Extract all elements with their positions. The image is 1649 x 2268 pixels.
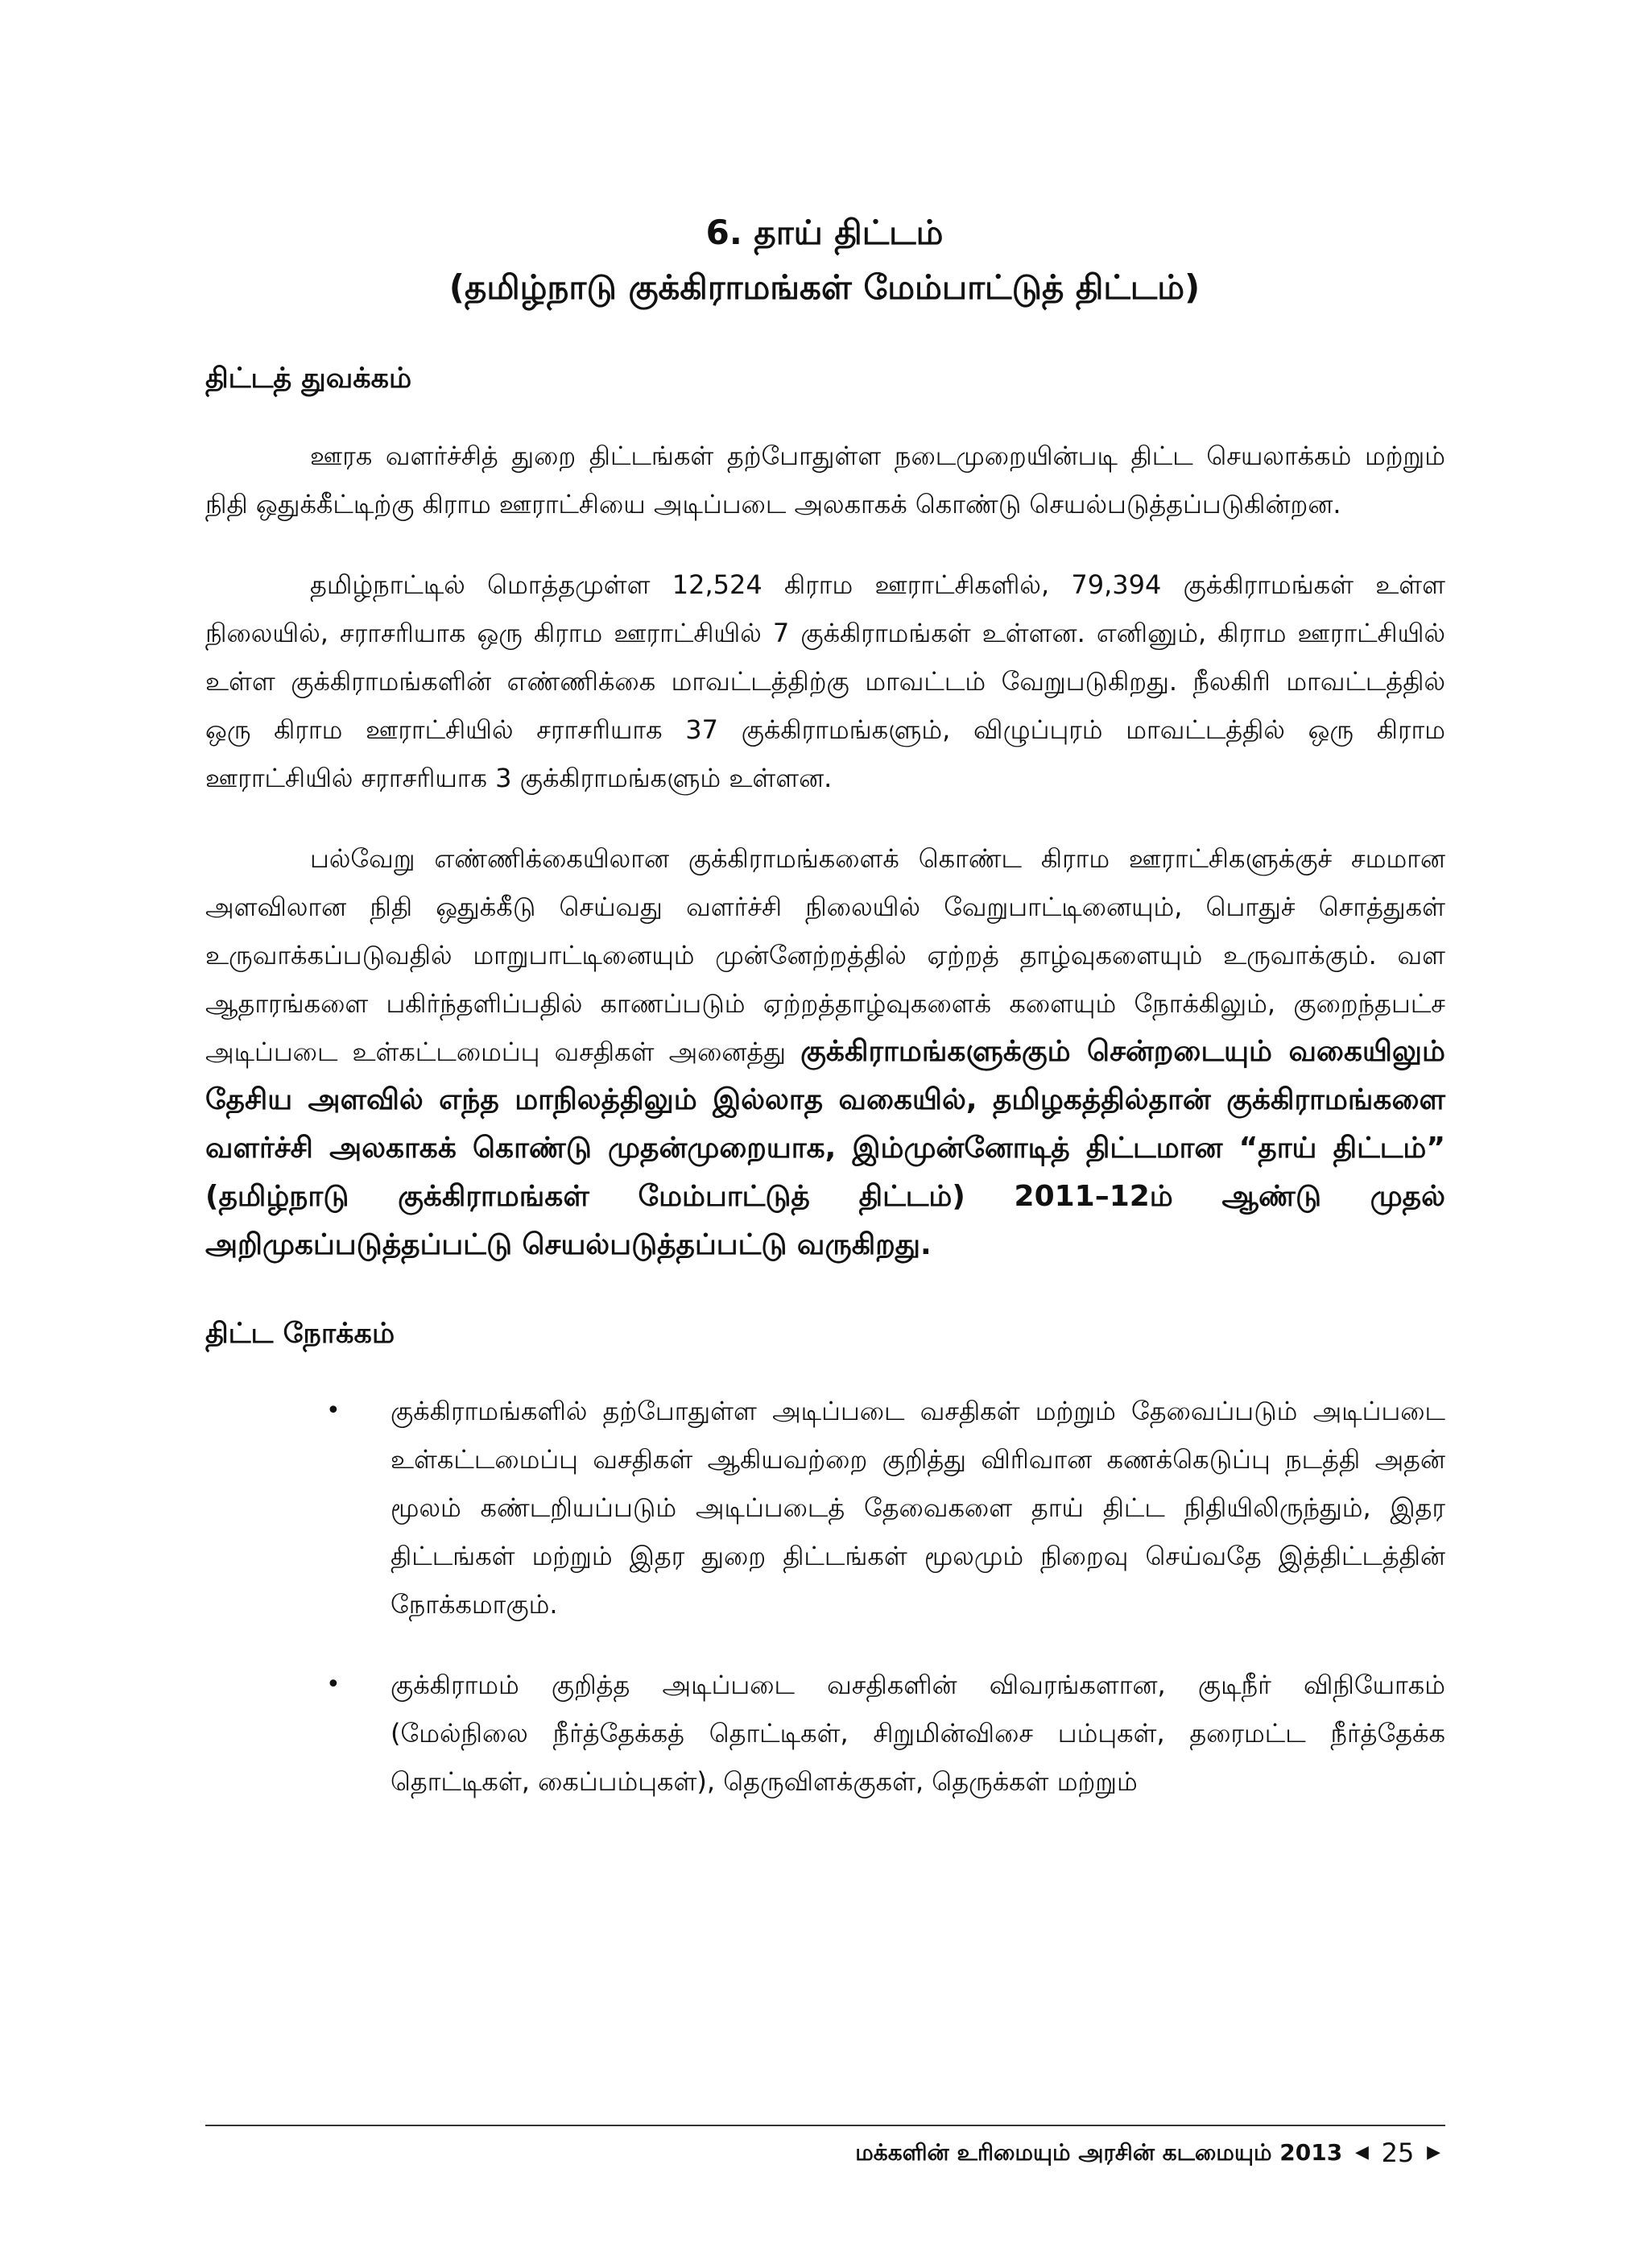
right-arrow-icon: ▶ [1427, 2142, 1440, 2162]
page-footer [205, 2134, 1445, 2171]
list-item [205, 1387, 1445, 1629]
list-item [205, 1661, 1445, 1806]
bullet-icon: • [326, 1397, 341, 1425]
section-heading-objective: திட்ட நோக்கம் [205, 1318, 395, 1350]
page-title [0, 205, 1649, 315]
left-arrow-icon: ◀ [1354, 2142, 1369, 2162]
bullet-icon: • [326, 1670, 341, 1699]
footer-divider [205, 2125, 1445, 2126]
paragraph-statistics: தமிழ்நாட்டில் மொத்தமுள்ள 12,524 கிராம ஊராட்சிகளில், 79,394 குக்கிராமங்கள் உள்ள நிலையில், சராசரியாக ஒரு கிராம ஊராட்சியில் 7 குக்கிராமங்கள் உள்ளன. எனினும், கிராம ஊராட்சியில் உள்ள குக்கிராமங்களின் எண்ணிக்கை மாவட்டத்திற்கு மாவட்டம் வேறுபடுகிறது. நீலகிரி மாவட்டத்தில் ஒரு கிராம ஊராட்சியில் சராசரியாக 37 குக்கிராமங்களும், விழுப்புரம் மாவட்டத்தில் ஒரு கிராம ஊராட்சியில் சராசரியாக 3 குக்கிராமங்களும் உள்ளன. [205, 569, 1445, 793]
title-line-2: (தமிழ்நாடு குக்கிராமங்கள் மேம்பாட்டுத் திட்டம்) [448, 267, 1201, 307]
paragraph-background-normal: பல்வேறு எண்ணிக்கையிலான குக்கிராமங்களைக் கொண்ட கிராம ஊராட்சிகளுக்குச் சமமான அளவிலான நிதி ஒதுக்கீடு செய்வது வளர்ச்சி நிலையில் வேறுபாட்டினையும், பொதுச் சொத்துகள் உருவாக்கப்படுவதில் மாறுபாட்டினையும் முன்னேற்றத்தில் ஏற்றத் தாழ்வுகளையும் உருவாக்கும். வள ஆதாரங்களை பகிர்ந்தளிப்பதில் காணப்படும் ஏற்றத்தாழ்வுகளைக் களையும் நோக்கிலும், குறைந்தபட்ச அடிப்படை உள்கட்டமைப்பு வசதிகள் அனைத்து [205, 843, 1445, 1067]
list-item-text: குக்கிராமம் குறித்த அடிப்படை வசதிகளின் விவரங்களான, குடிநீர் விநியோகம் (மேல்நிலை நீர்த்தேக்கத் தொட்டிகள், சிறுமின்விசை பம்புகள், தரைமட்ட நீர்த்தேக்க தொட்டிகள், கைப்பம்புகள்), தெருவிளக்குகள், தெருக்கள் மற்றும் [391, 1670, 1445, 1797]
page-number: 25 [1381, 2138, 1415, 2168]
objective-list [205, 1387, 1445, 1806]
footer-text: மக்களின் உரிமையும் அரசின் கடமையும் 2013 [855, 2139, 1343, 2166]
paragraph-background-bold: குக்கிராமங்களுக்கும் சென்றடையும் வகையிலும் தேசிய அளவில் எந்த மாநிலத்திலும் இல்லாத வகையில், தமிழகத்தில்தான் குக்கிராமங்களை வளர்ச்சி அலகாகக் கொண்டு முதன்முறையாக, இம்முன்னோடித் திட்டமான “தாய் திட்டம்” (தமிழ்நாடு குக்கிராமங்கள் மேம்பாட்டுத் திட்டம்) 2011–12ம் ஆண்டு முதல் அறிமுகப்படுத்தப்பட்டு செயல்படுத்தப்பட்டு வருகிறது. [205, 1035, 1445, 1261]
main-content [205, 354, 1445, 1838]
list-item-text: குக்கிராமங்களில் தற்போதுள்ள அடிப்படை வசதிகள் மற்றும் தேவைப்படும் அடிப்படை உள்கட்டமைப்பு வசதிகள் ஆகியவற்றை குறித்து விரிவான கணக்கெடுப்பு நடத்தி அதன் மூலம் கண்டறியப்படும் அடிப்படைத் தேவைகளை தாய் திட்ட நிதியிலிருந்தும், இதர திட்டங்கள் மற்றும் இதர துறை திட்டங்கள் மூலமும் நிறைவு செய்வதே இத்திட்டத்தின் நோக்கமாகும். [391, 1396, 1445, 1620]
paragraph-background [205, 834, 1445, 1269]
paragraph-intro: ஊரக வளர்ச்சித் துறை திட்டங்கள் தற்போதுள்ள நடைமுறையின்படி திட்ட செயலாக்கம் மற்றும் நிதி ஒதுக்கீட்டிற்கு கிராம ஊராட்சியை அடிப்படை அலகாகக் கொண்டு செயல்படுத்தப்படுகின்றன. [205, 441, 1445, 519]
title-line-1: 6. தாய் திட்டம் [705, 213, 944, 252]
section-heading-start: திட்டத் துவக்கம் [205, 362, 412, 395]
